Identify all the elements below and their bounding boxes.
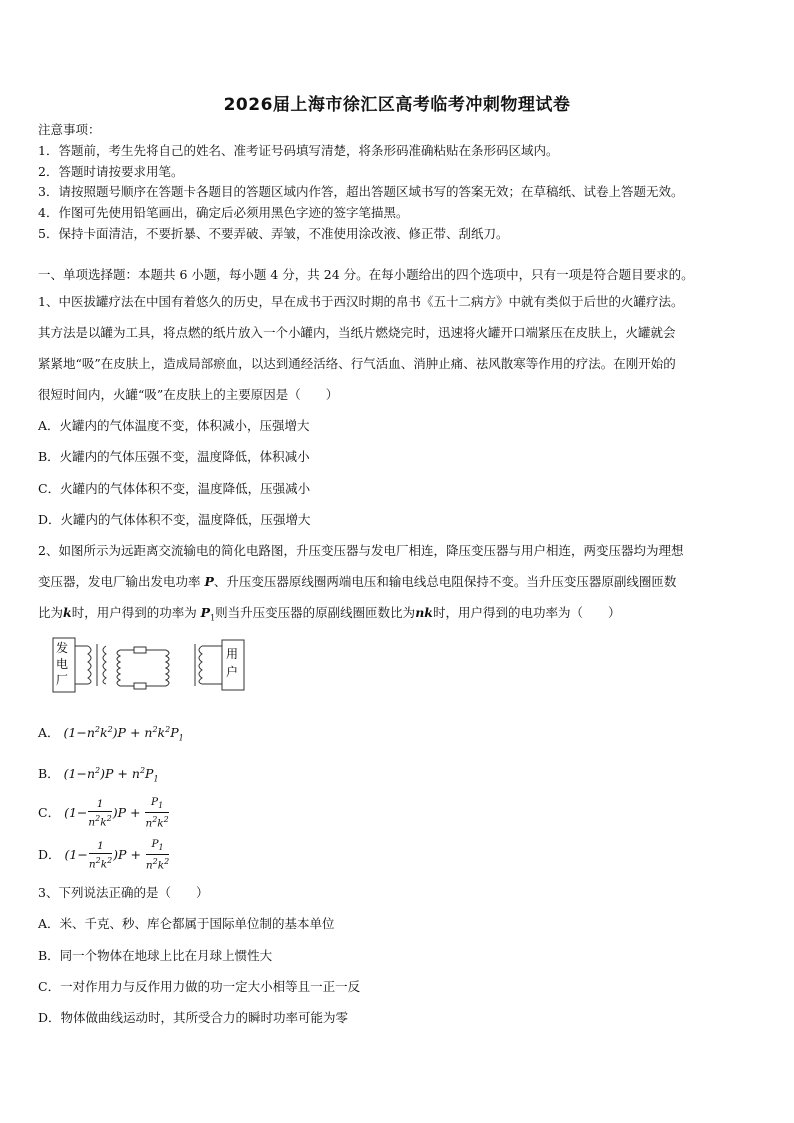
notice-item: 3．请按照题号顺序在答题卡各题目的答题区域内作答，超出答题区域书写的答案无效；在草稿纸、试卷上答题无效。 [38, 184, 684, 199]
question-1-option-a: A．火罐内的气体温度不变，体积减小，压强增大 [38, 418, 310, 433]
notice-item: 2．答题时请按要求用笔。 [38, 164, 184, 179]
question-3-option-a: A．米、千克、秒、库仑都属于国际单位制的基本单位 [38, 916, 335, 931]
power-plant-label: 发 [56, 641, 69, 655]
user-label: 用 [226, 647, 239, 661]
question-1-option-d: D．火罐内的气体体积不变，温度降低，压强增大 [38, 512, 311, 527]
question-1-line: 1、中医拔罐疗法在中国有着悠久的历史，早在成书于西汉时期的帛书《五十二病方》中就有类似于后世的火罐疗法。 [38, 294, 684, 309]
transmission-circuit-diagram [50, 636, 250, 696]
svg-text:户: 户 [226, 665, 239, 679]
question-1-line: 紧紧地“吸”在皮肤上，造成局部瘀血，以达到通经活络、行气活血、消肿止痛、祛风散寒等作用的疗法。在刚开始的 [38, 356, 676, 371]
notice-item: 1．答题前，考生先将自己的姓名、准考证号码填写清楚，将条形码准确粘贴在条形码区域内。 [38, 143, 559, 158]
notice-heading: 注意事项： [38, 122, 101, 137]
question-3-option-b: B．同一个物体在地球上比在月球上惯性大 [38, 948, 273, 963]
question-2-option-c: C． (1− $\frac{1}{n^2k^2}$ )P + $\frac{P_1}{n^2k^2}$ [38, 796, 169, 830]
question-1-line: 很短时间内，火罐“吸”在皮肤上的主要原因是（ ） [38, 387, 339, 402]
notice-item: 5．保持卡面清洁，不要折暴、不要弄破、弄皱，不准使用涂改液、修正带、刮纸刀。 [38, 226, 509, 241]
page-title: 2026届上海市徐汇区高考临考冲刺物理试卷 [223, 95, 571, 115]
svg-text:电: 电 [56, 657, 69, 671]
question-2-option-b: B． $(1-n^2)P + n^2P_1$ [38, 765, 159, 784]
svg-text:厂: 厂 [56, 673, 69, 687]
resistor-top [134, 647, 146, 653]
question-1-option-b: B．火罐内的气体压强不变，温度降低，体积减小 [38, 449, 310, 464]
notice-item: 4．作图可先使用铅笔画出，确定后必须用黑色字迹的签字笔描黑。 [38, 205, 409, 220]
question-2-option-d: D． (1− $\frac{1}{n^2k^2}$ )P + $\frac{P_1}{n^2k^2}$ [38, 838, 170, 872]
question-3-stem: 3、下列说法正确的是（ ） [38, 885, 209, 900]
question-2-line: 比为k时，用户得到的功率为 $P_1$则当升压变压器的原副线圈匝数比为nk时，用户得到的电功率为（ ） [38, 605, 621, 623]
question-3-option-d: D．物体做曲线运动时，其所受合力的瞬时功率可能为零 [38, 1010, 349, 1025]
resistor-bottom [134, 683, 146, 689]
question-1-line: 其方法是以罐为工具，将点燃的纸片放入一个小罐内，当纸片燃烧完时，迅速将火罐开口端紧压在皮肤上，火罐就会 [38, 325, 676, 340]
question-2-line: 2、如图所示为远距离交流输电的简化电路图，升压变压器与发电厂相连，降压变压器与用户相连，两变压器均为理想 [38, 543, 684, 558]
question-2-option-a: A． $(1-n^2k^2)P + n^2k^2P_1$ [38, 724, 184, 743]
question-2-line: 变压器，发电厂输出发电功率 P、升压变压器原线圈两端电压和输电线总电阻保持不变。当升压变压器原副线圈匝数 [38, 574, 677, 589]
question-1-option-c: C．火罐内的气体体积不变，温度降低，压强减小 [38, 481, 311, 496]
section-heading: 一、单项选择题：本题共 6 小题，每小题 4 分，共 24 分。在每小题给出的四个选项中，只有一项是符合题目要求的。 [38, 267, 694, 282]
question-3-option-c: C．一对作用力与反作用力做的功一定大小相等且一正一反 [38, 979, 361, 994]
